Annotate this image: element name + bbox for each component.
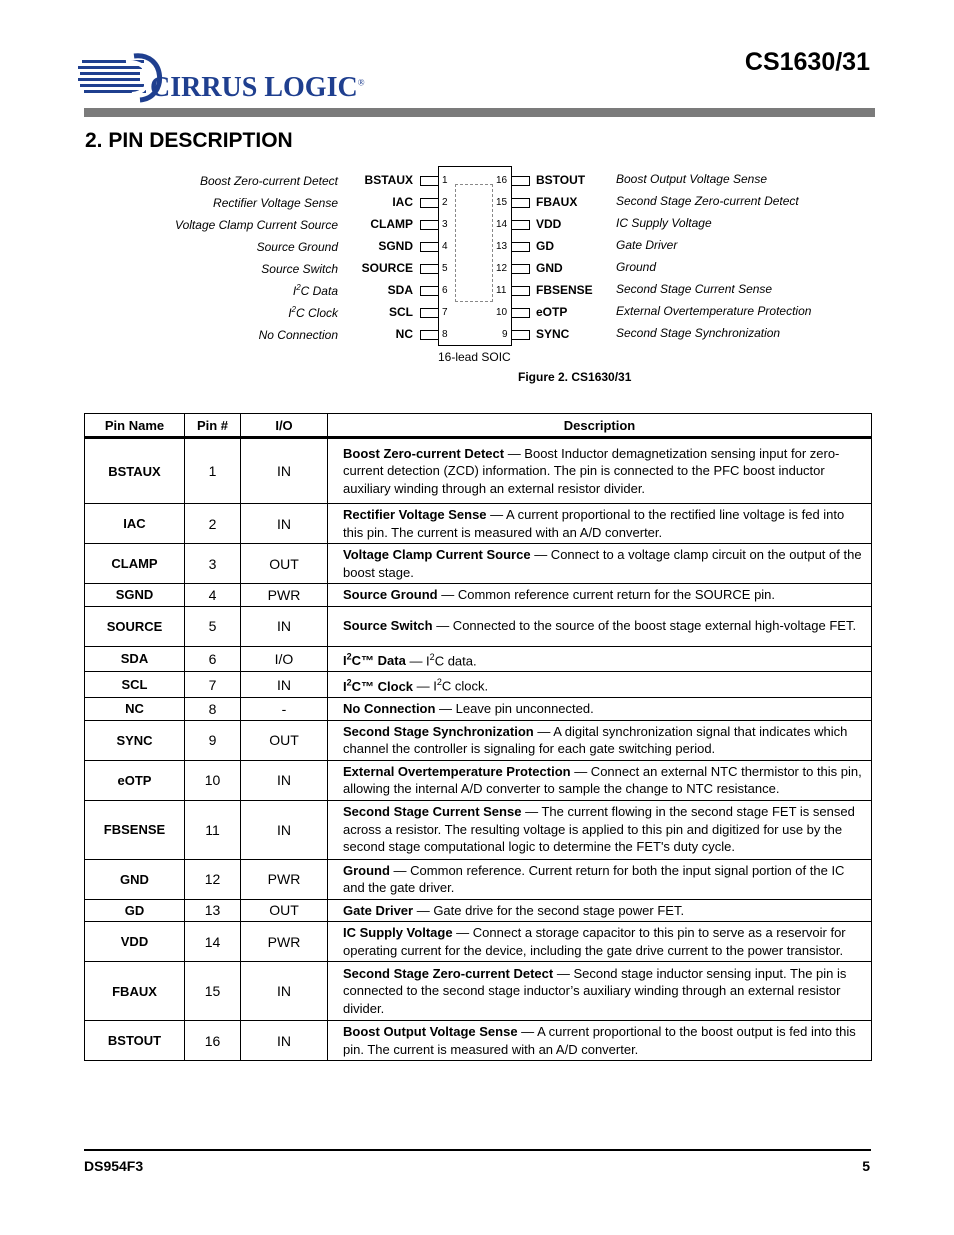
part-number: CS1630/31 xyxy=(744,48,870,76)
pin-function-label: $I^2C$ Clock xyxy=(288,305,338,320)
pin-function-label: Rectifier Voltage Sense xyxy=(213,196,338,210)
pin-io-cell: IN xyxy=(241,1021,328,1061)
pin-function-label: Second Stage Zero-current Detect xyxy=(616,194,799,208)
pin-number-label: 11 xyxy=(496,285,507,296)
col-header-description: Description xyxy=(328,414,872,438)
pin-description-cell: Second Stage Zero-current Detect — Second stage inductor sensing input. The pin is connected to the second stage inductor’s auxiliary winding through an external resistor divider. xyxy=(328,962,872,1021)
table-row xyxy=(85,584,872,607)
pin-function-label: Boost Output Voltage Sense xyxy=(616,172,767,186)
pin-io-cell: IN xyxy=(241,504,328,544)
pin-name-label: eOTP xyxy=(536,305,568,319)
pin-io-cell: PWR xyxy=(241,584,328,607)
pin-description-cell: External Overtemperature Protection — Connect an external NTC thermistor to this pin, allowing the internal A/D converter to sample the change to NTC resistance. xyxy=(328,760,872,800)
pin-function-label: $I^2C$ Data xyxy=(292,283,338,298)
pin-number-label: 8 xyxy=(442,329,448,340)
pin-description-cell: No Connection — Leave pin unconnected. xyxy=(328,698,872,721)
pin-number-cell: 14 xyxy=(185,922,241,962)
col-header-io: I/O xyxy=(241,414,328,438)
pin-description-cell: $I^2C™$ Data — $I^2C$ data. xyxy=(328,646,872,672)
pin-description-cell: Boost Zero-current Detect — Boost Inductor demagnetization sensing input for zero-current detection (ZCD) information. The pin is connected to the PFC boost inductor auxiliary winding through an external resistor divider. xyxy=(328,438,872,504)
pin-name-label: IAC xyxy=(392,195,413,209)
table-row xyxy=(85,646,872,672)
pin-lead xyxy=(420,198,439,208)
pin-lead xyxy=(420,286,439,296)
pin-number-cell: 6 xyxy=(185,646,241,672)
pin-lead xyxy=(420,176,439,186)
pin-description-cell: Gate Driver — Gate drive for the second stage power FET. xyxy=(328,899,872,922)
pin-description-cell: Source Switch — Connected to the source of the boost stage external high-voltage FET. xyxy=(328,606,872,646)
table-row xyxy=(85,899,872,922)
pin-name-label: GND xyxy=(536,261,563,275)
pin-number-label: 15 xyxy=(496,197,508,208)
pin-number-cell: 15 xyxy=(185,962,241,1021)
pin-description-table xyxy=(84,413,872,1061)
col-header-pin-num: Pin # xyxy=(185,414,241,438)
pin-name-label: SYNC xyxy=(536,327,570,341)
table-row xyxy=(85,504,872,544)
pin-description-cell: Voltage Clamp Current Source — Connect to a voltage clamp circuit on the output of the boost stage. xyxy=(328,544,872,584)
pin-io-cell: PWR xyxy=(241,922,328,962)
pin-io-cell: IN xyxy=(241,438,328,504)
table-row xyxy=(85,672,872,698)
pin-name-cell: SOURCE xyxy=(85,606,185,646)
footer-divider xyxy=(84,1149,871,1151)
pin-io-cell: IN xyxy=(241,606,328,646)
pin-number-label: 3 xyxy=(442,219,448,230)
pin-name-cell: BSTOUT xyxy=(85,1021,185,1061)
pin-lead xyxy=(420,220,439,230)
document-id: DS954F3 xyxy=(84,1158,144,1174)
pin-name-cell: SCL xyxy=(85,672,185,698)
pin-description-cell: Rectifier Voltage Sense — A current proportional to the rectified line voltage is fed into this pin. The current is measured with an A/D converter. xyxy=(328,504,872,544)
package-die-outline xyxy=(455,184,493,302)
pin-number-cell: 5 xyxy=(185,606,241,646)
col-header-pin-name: Pin Name xyxy=(85,414,185,438)
table-row xyxy=(85,1021,872,1061)
section-title: 2. PIN DESCRIPTION xyxy=(85,129,293,152)
table-row xyxy=(85,606,872,646)
table-row xyxy=(85,922,872,962)
pin-number-cell: 1 xyxy=(185,438,241,504)
page-number: 5 xyxy=(862,1158,870,1174)
pin-number-cell: 3 xyxy=(185,544,241,584)
logo-wordmark: CIRRUS LOGIC® xyxy=(150,72,365,103)
pin-name-label: BSTAUX xyxy=(364,173,413,187)
pin-lead xyxy=(511,286,530,296)
pin-number-cell: 13 xyxy=(185,899,241,922)
pin-function-label: Ground xyxy=(616,260,657,274)
pin-number-label: 12 xyxy=(496,263,508,274)
pin-function-label: Second Stage Synchronization xyxy=(616,326,781,340)
pin-name-cell: SYNC xyxy=(85,720,185,760)
pinout-diagram xyxy=(0,0,954,400)
table-row xyxy=(85,760,872,800)
pin-number-label: 6 xyxy=(442,285,448,296)
pin-io-cell: IN xyxy=(241,962,328,1021)
pin-number-cell: 2 xyxy=(185,504,241,544)
pin-number-cell: 7 xyxy=(185,672,241,698)
pin-name-cell: IAC xyxy=(85,504,185,544)
pin-number-label: 1 xyxy=(442,175,448,186)
pin-number-cell: 16 xyxy=(185,1021,241,1061)
pin-description-cell: Second Stage Synchronization — A digital synchronization signal that indicates which channel the controller is signaling for each gate switching period. xyxy=(328,720,872,760)
pin-lead xyxy=(511,242,530,252)
pin-function-label: No Connection xyxy=(258,328,338,342)
pin-name-cell: SDA xyxy=(85,646,185,672)
pin-number-cell: 9 xyxy=(185,720,241,760)
table-header-row xyxy=(85,414,872,438)
pin-number-label: 9 xyxy=(502,329,508,340)
package-label: 16-lead SOIC xyxy=(438,350,511,364)
pin-name-cell: CLAMP xyxy=(85,544,185,584)
pin-name-cell: SGND xyxy=(85,584,185,607)
pin-description-cell: $I^2C™$ Clock — $I^2C$ clock. xyxy=(328,672,872,698)
pin-name-label: CLAMP xyxy=(370,217,413,231)
pin-name-label: FBSENSE xyxy=(536,283,593,297)
pin-lead xyxy=(511,176,530,186)
pin-name-cell: FBAUX xyxy=(85,962,185,1021)
pin-function-label: Source Ground xyxy=(256,240,338,254)
pin-name-label: GD xyxy=(536,239,554,253)
pin-io-cell: - xyxy=(241,698,328,721)
pin-description-cell: Boost Output Voltage Sense — A current proportional to the boost output is fed into this pin. The current is measured with an A/D converter. xyxy=(328,1021,872,1061)
table-row xyxy=(85,438,872,504)
pin-io-cell: PWR xyxy=(241,859,328,899)
pin-lead xyxy=(420,242,439,252)
pin-name-label: BSTOUT xyxy=(536,173,586,187)
pin-number-cell: 4 xyxy=(185,584,241,607)
pin-io-cell: IN xyxy=(241,672,328,698)
pin-name-cell: FBSENSE xyxy=(85,800,185,859)
pin-function-label: Voltage Clamp Current Source xyxy=(175,218,338,232)
pin-io-cell: OUT xyxy=(241,899,328,922)
pin-function-label: Second Stage Current Sense xyxy=(616,282,773,296)
table-row xyxy=(85,720,872,760)
pin-name-label: FBAUX xyxy=(536,195,578,209)
pin-lead xyxy=(511,308,530,318)
pin-description-cell: Ground — Common reference. Current return for both the input signal portion of the IC and the gate driver. xyxy=(328,859,872,899)
pin-name-cell: VDD xyxy=(85,922,185,962)
pin-name-cell: GD xyxy=(85,899,185,922)
figure-caption: Figure 2. CS1630/31 xyxy=(518,370,632,384)
table-row xyxy=(85,800,872,859)
pin-name-label: VDD xyxy=(536,217,562,231)
pin-description-cell: Second Stage Current Sense — The current flowing in the second stage FET is sensed across a resistor. The resulting voltage is applied to this pin and digitized for use by the second stage computational logic to determine the FET's duty cycle. xyxy=(328,800,872,859)
table-row xyxy=(85,859,872,899)
pin-name-label: SCL xyxy=(389,305,413,319)
pin-lead xyxy=(511,264,530,274)
pin-lead xyxy=(511,220,530,230)
pin-number-label: 10 xyxy=(496,307,508,318)
pin-number-label: 5 xyxy=(442,263,448,274)
pin-number-cell: 10 xyxy=(185,760,241,800)
pin-name-cell: eOTP xyxy=(85,760,185,800)
pin-name-label: NC xyxy=(395,327,413,341)
pin-name-label: SGND xyxy=(378,239,413,253)
table-row xyxy=(85,544,872,584)
pin-name-label: SOURCE xyxy=(361,261,413,275)
pin-io-cell: IN xyxy=(241,760,328,800)
pin-lead xyxy=(420,330,439,340)
pin-number-cell: 12 xyxy=(185,859,241,899)
pin-description-cell: IC Supply Voltage — Connect a storage capacitor to this pin to serve as a reservoir for operating current for the device, including the gate drive current to the power transistor. xyxy=(328,922,872,962)
pin-lead xyxy=(420,264,439,274)
pin-number-cell: 11 xyxy=(185,800,241,859)
pin-description-cell: Source Ground — Common reference current return for the SOURCE pin. xyxy=(328,584,872,607)
pin-io-cell: OUT xyxy=(241,544,328,584)
pin-lead xyxy=(511,330,530,340)
pin-io-cell: OUT xyxy=(241,720,328,760)
pin-name-label: SDA xyxy=(387,283,413,297)
pin-number-label: 2 xyxy=(442,197,448,208)
pin-lead xyxy=(420,308,439,318)
table-row xyxy=(85,698,872,721)
pin-name-cell: NC xyxy=(85,698,185,721)
pin-io-cell: IN xyxy=(241,800,328,859)
pin-number-label: 16 xyxy=(496,175,508,186)
pin-function-label: Source Switch xyxy=(261,262,338,276)
pin-number-label: 4 xyxy=(442,241,448,252)
pin-lead xyxy=(511,198,530,208)
pin-number-label: 14 xyxy=(496,219,508,230)
pin-number-label: 13 xyxy=(496,241,508,252)
pin-function-label: Gate Driver xyxy=(616,238,678,252)
pin-function-label: Boost Zero-current Detect xyxy=(199,174,338,188)
table-row xyxy=(85,962,872,1021)
pin-number-cell: 8 xyxy=(185,698,241,721)
pin-function-label: IC Supply Voltage xyxy=(616,216,712,230)
pin-number-label: 7 xyxy=(442,307,448,318)
pin-function-label: External Overtemperature Protection xyxy=(616,304,812,318)
pin-name-cell: GND xyxy=(85,859,185,899)
pin-io-cell: I/O xyxy=(241,646,328,672)
pin-name-cell: BSTAUX xyxy=(85,438,185,504)
